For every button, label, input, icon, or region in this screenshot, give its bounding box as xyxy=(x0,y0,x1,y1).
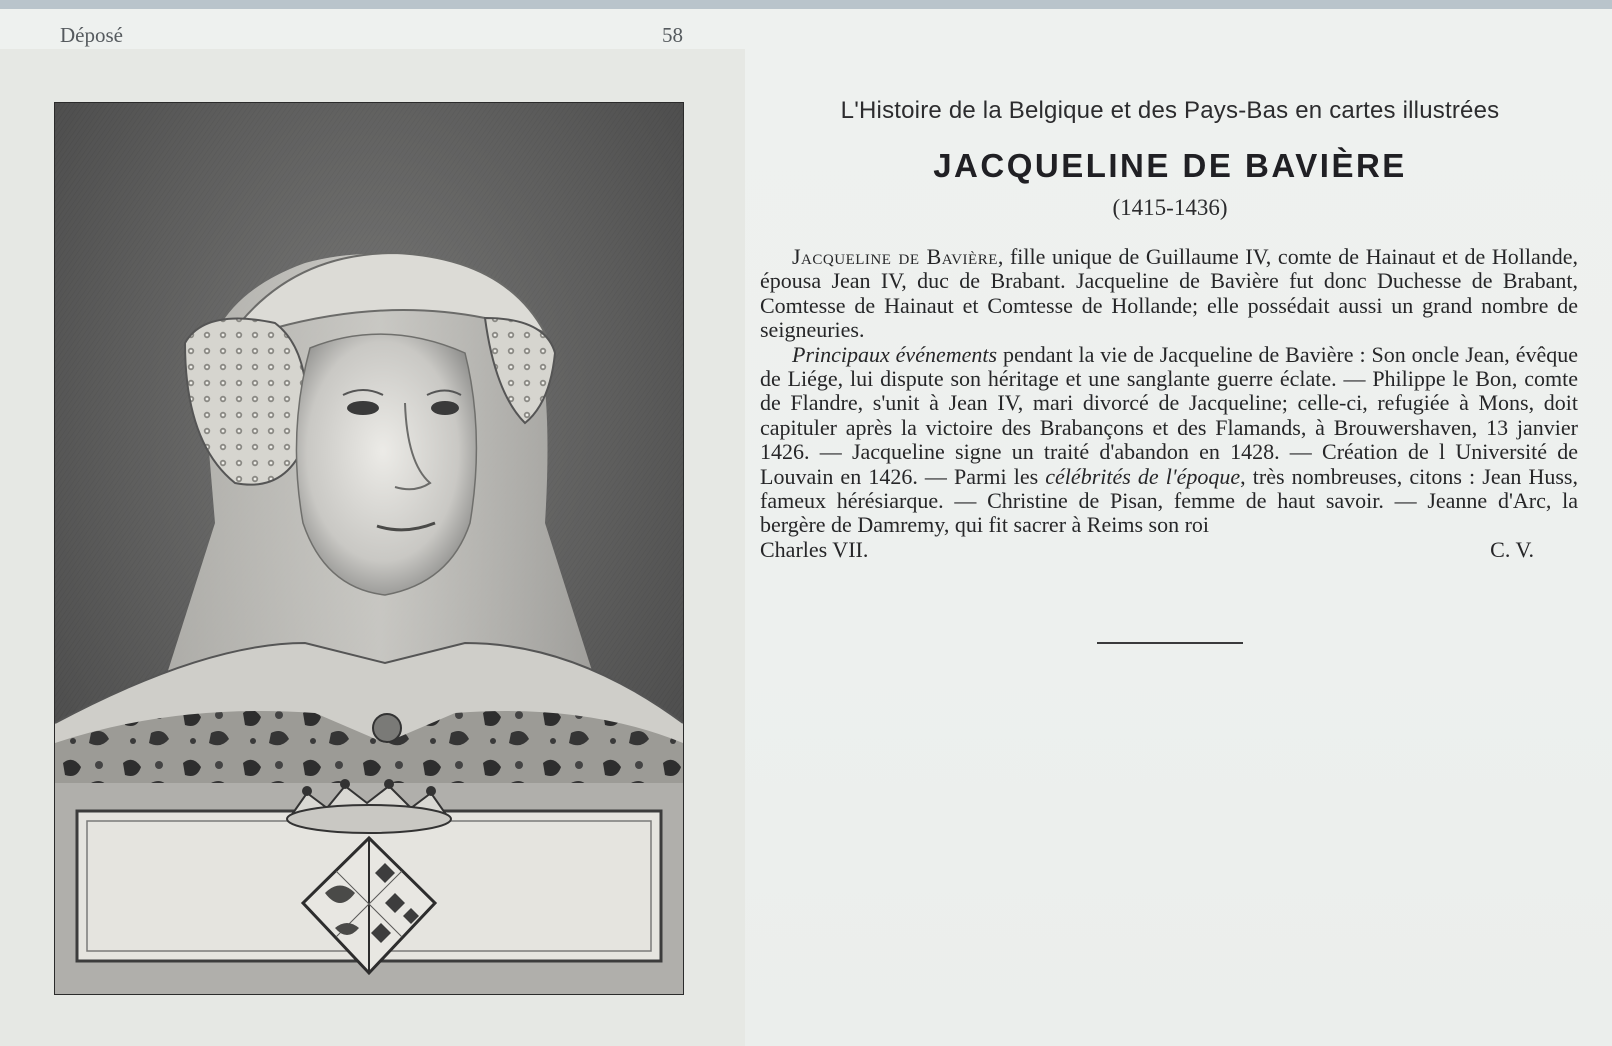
biography-paragraph xyxy=(760,245,1578,343)
events-heading: Principaux événements xyxy=(792,341,998,367)
paragraph-text: , fille unique de Guillaume IV, comte de Hainaut et de Hollande, épousa Jean IV, duc de Brabant. Jacqueline de Bavière fut donc Duchesse de Brabant, Comtesse de Hainaut et Comtesse de Hollande; elle possédait aussi un grand nombre de seigneuries. xyxy=(760,244,1578,343)
series-title: L'Histoire de la Belgique et des Pays-Bas en cartes illustrées xyxy=(840,97,1500,124)
postcard xyxy=(0,9,1612,1046)
divider-rule xyxy=(1097,642,1243,644)
portrait-engraving xyxy=(54,102,684,995)
author-signature: C. V. xyxy=(1490,536,1534,562)
celebrities-heading: célébrités de l'époque xyxy=(1045,463,1241,489)
events-text-continued: , très nombreuses, citons : Jean Huss, fameux hérésiarque. — Christine de Pisan, femme de haut savoir. — Jeanne d'Arc, la bergère de Damremy, qui fit sacrer à Reims son roi xyxy=(760,463,1578,538)
closing-line xyxy=(760,538,1578,562)
events-paragraph xyxy=(760,343,1578,538)
deposited-mark: Déposé xyxy=(60,23,123,47)
events-text: pendant la vie de Jacqueline de Bavière : Son oncle Jean, évêque de Liége, lui dispute son héritage et une sanglante guerre éclate. — Philippe le Bon, comte de Flandre, s'unit à Jean IV, mari divorcé de Jacqueline; celle-ci, refugiée à Mons, doit capituler après la victoire des Brabançons et des Flamands, à Brouwershaven, 13 janvier 1426. — Jacqueline signe un traité d'abandon en 1428. — Création de l Université de Louvain en 1426. — Parmi les xyxy=(760,341,1578,489)
page-title: JACQUELINE DE BAVIÈRE xyxy=(933,147,1407,184)
subject-name: Jacqueline de Bavière xyxy=(792,244,998,269)
page-number: 58 xyxy=(662,23,683,47)
top-edge xyxy=(0,0,1612,9)
biography-text xyxy=(760,245,1578,562)
reign-dates: (1415-1436) xyxy=(1112,195,1228,220)
portrait-illustration xyxy=(55,103,683,994)
closing-text: Charles VII. xyxy=(760,536,869,562)
